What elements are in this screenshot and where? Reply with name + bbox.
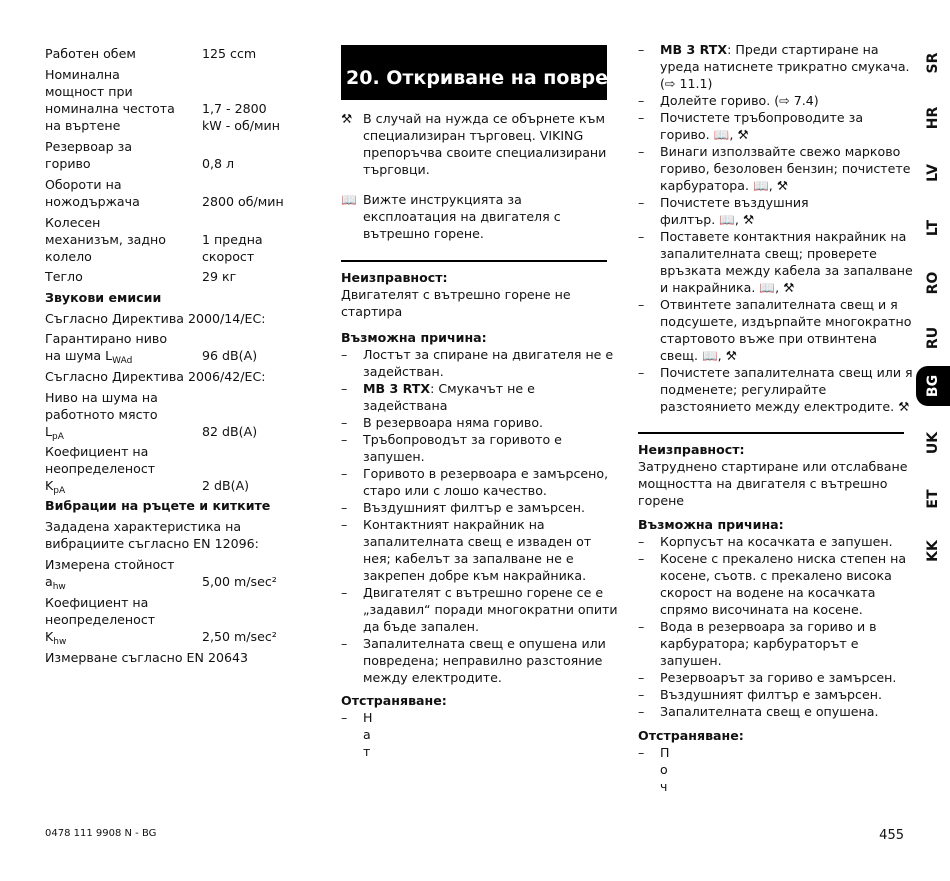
list-item-line: ч <box>660 779 668 794</box>
list-item-line: т <box>363 744 371 759</box>
list-item-line: между електродите. <box>363 670 502 685</box>
list-item-line: Тръбопроводът за горивото е <box>363 432 562 447</box>
language-tab-label: BG <box>924 374 941 398</box>
list-dash: – <box>341 517 348 532</box>
list-dash: – <box>341 466 348 481</box>
model-name: MB 3 RTX <box>363 381 431 396</box>
list-dash: – <box>638 687 645 702</box>
list-item-line: връзката между кабела за запалване <box>660 263 913 278</box>
list-dash: – <box>638 297 645 312</box>
list-item-line: Косене с прекалено ниска степен на <box>660 551 907 566</box>
list-dash: – <box>341 415 348 430</box>
list-dash: – <box>341 636 348 651</box>
list-dash: – <box>341 585 348 600</box>
language-tab-ro[interactable] <box>920 270 946 296</box>
list-dash: – <box>638 534 645 549</box>
list-item-line: MB 3 RTX: Смукачът не е <box>363 381 535 396</box>
language-tab-label: ET <box>924 489 941 509</box>
list-item-line: В резервоара няма гориво. <box>363 415 544 430</box>
list-item-line: Почистете запалителната свещ или я <box>660 365 913 380</box>
page-number: 455 <box>879 828 904 843</box>
wrench-hammer-icon: ⚒ <box>341 111 353 126</box>
language-tab-lt[interactable] <box>920 215 946 241</box>
list-dash: – <box>341 710 348 725</box>
list-item-line: косене, съотв. с прекалено висока <box>660 568 892 583</box>
section-divider <box>341 260 607 262</box>
list-item-line: запушен. <box>660 653 722 668</box>
list-item-line: (⇨ 11.1) <box>660 76 713 91</box>
list-item-line: Винаги използвайте свежо марково <box>660 144 901 159</box>
list-dash: – <box>341 347 348 362</box>
list-item-line: П <box>660 745 670 760</box>
list-item-line: Корпусът на косачката е запушен. <box>660 534 893 549</box>
list-item-line: Резервоарът за гориво е замърсен. <box>660 670 897 685</box>
list-item-line: Долейте гориво. (⇨ 7.4) <box>660 93 819 108</box>
section-divider-2 <box>638 432 904 434</box>
language-tab-label: SR <box>924 52 941 74</box>
list-item-line: запалителната свещ е изваден от <box>363 534 592 549</box>
language-tab-uk[interactable] <box>920 430 946 456</box>
list-item-line: Почистете тръбопроводите за <box>660 110 864 125</box>
list-item-line: запалителната свещ; проверете <box>660 246 877 261</box>
list-item-line: подменете; регулирайте <box>660 382 827 397</box>
list-item-line: а <box>363 727 371 742</box>
list-item-line: гориво. 📖, ⚒ <box>660 127 749 142</box>
list-dash: – <box>341 432 348 447</box>
list-dash: – <box>638 670 645 685</box>
list-item-line: Горивото в резервоара е замърсено, <box>363 466 609 481</box>
language-tab-et[interactable] <box>920 486 946 512</box>
list-item-line: скорост на водене на косачката <box>660 585 876 600</box>
document-code: 0478 111 9908 N - BG <box>45 828 157 839</box>
language-tab-hr[interactable] <box>920 105 946 131</box>
list-item-line: Запалителната свещ е опушена или <box>363 636 606 651</box>
language-tab-label: LV <box>924 164 941 182</box>
list-item-line: Въздушният филтър е замърсен. <box>660 687 882 702</box>
language-tab-label: RO <box>924 271 941 295</box>
list-item-line: старо или с лошо качество. <box>363 483 547 498</box>
list-item-line: MB 3 RTX: Преди стартиране на <box>660 42 879 57</box>
list-item-line: задействана <box>363 398 448 413</box>
language-tab-label: KK <box>924 540 941 562</box>
list-item-line: стартовото въже при отвинтена <box>660 331 877 346</box>
list-item-line: карбуратора. 📖, ⚒ <box>660 178 788 193</box>
list-dash: – <box>341 500 348 515</box>
model-name: MB 3 RTX <box>660 42 728 57</box>
list-dash: – <box>341 381 348 396</box>
section-title: 20. Откриване на повреди <box>341 45 607 100</box>
list-dash: – <box>638 704 645 719</box>
list-item-line: свещ. 📖, ⚒ <box>660 348 737 363</box>
list-dash: – <box>638 229 645 244</box>
list-item-line: да бъде запален. <box>363 619 479 634</box>
list-item-line: о <box>660 762 668 777</box>
list-item-line: гориво, безоловен бензин; почистете <box>660 161 911 176</box>
list-item-line: Лостът за спиране на двигателя не е <box>363 347 614 362</box>
list-dash: – <box>638 745 645 760</box>
list-dash: – <box>638 551 645 566</box>
list-dash: – <box>638 42 645 57</box>
list-item-line: карбуратора; карбураторът е <box>660 636 859 651</box>
list-item-line: „задавил“ поради многократни опити <box>363 602 618 617</box>
list-item-line: Въздушният филтър е замърсен. <box>363 500 585 515</box>
list-item-line: Вода в резервоара за гориво и в <box>660 619 877 634</box>
list-item-line: Запалителната свещ е опушена. <box>660 704 879 719</box>
list-item-line: Двигателят с вътрешно горене се е <box>363 585 604 600</box>
list-item-line: Контактният накрайник на <box>363 517 545 532</box>
list-item-line: разстоянието между електродите. ⚒ <box>660 399 910 414</box>
list-item-line: повредена; неправилно разстояние <box>363 653 603 668</box>
list-item-line: филтър. 📖, ⚒ <box>660 212 755 227</box>
list-dash: – <box>638 365 645 380</box>
language-tab-sr[interactable] <box>920 50 946 76</box>
language-tab-label: LT <box>924 219 941 237</box>
list-dash: – <box>638 110 645 125</box>
list-item-line: запушен. <box>363 449 425 464</box>
list-item-line: и накрайника. 📖, ⚒ <box>660 280 795 295</box>
language-tab-label: HR <box>924 106 941 130</box>
list-item-line: закрепен добре към накрайника. <box>363 568 587 583</box>
list-item-line: спрямо височината на косене. <box>660 602 863 617</box>
list-dash: – <box>638 93 645 108</box>
list-item-line: нея; кабелът за запалване не е <box>363 551 574 566</box>
list-item-line: уреда натиснете трикратно смукача. <box>660 59 910 74</box>
list-item-line: подсушете, издърпайте многократно <box>660 314 912 329</box>
language-tab-label: RU <box>924 326 941 350</box>
list-item-line: задействан. <box>363 364 444 379</box>
language-tab-kk[interactable] <box>920 538 946 564</box>
list-item-line: Отвинтете запалителната свещ и я <box>660 297 898 312</box>
list-item-line: Почистете въздушния <box>660 195 809 210</box>
language-tab-label: UK <box>924 431 941 455</box>
list-dash: – <box>638 619 645 634</box>
language-tab-bg[interactable] <box>916 366 950 406</box>
list-dash: – <box>638 144 645 159</box>
list-dash: – <box>638 195 645 210</box>
language-tab-ru[interactable] <box>920 325 946 351</box>
list-item-line: Поставете контактния накрайник на <box>660 229 907 244</box>
list-item-line: Н <box>363 710 373 725</box>
language-tabs <box>910 0 950 881</box>
book-icon: 📖 <box>341 192 357 207</box>
language-tab-lv[interactable] <box>920 160 946 186</box>
